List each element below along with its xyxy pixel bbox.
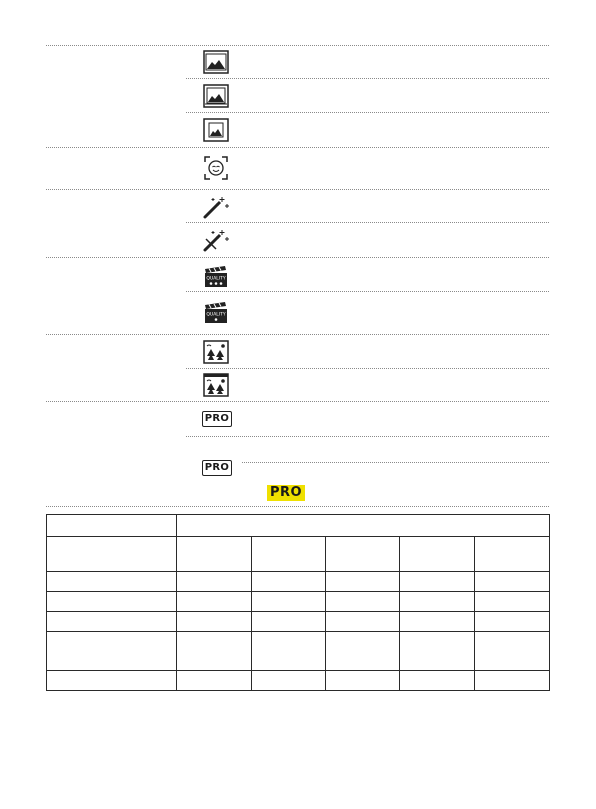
table-cell [47,612,177,632]
table-cell [177,572,252,592]
table-header-row [47,515,550,537]
table-cell [326,572,400,592]
item-divider [186,291,549,292]
section-divider [46,147,549,148]
pro-mode-icon [200,455,234,481]
pro-mode-icon [200,406,234,432]
table-row [47,632,550,671]
movie-quality-standard-icon [201,299,231,325]
spec-table [46,514,550,691]
table-cell [400,632,475,671]
table-cell [252,572,326,592]
scene-landscape-dark-icon [201,372,231,398]
magic-wand-off-icon [201,227,231,253]
table-cell [400,592,475,612]
pro-highlight-badge: PRO [267,485,305,501]
table-cell [326,671,400,691]
picture-wide-icon [201,49,231,75]
item-divider [186,112,549,113]
section-divider [46,189,549,190]
item-divider [186,78,549,79]
table-cell [47,592,177,612]
table-row [47,612,550,632]
movie-quality-high-icon [201,263,231,289]
table-cell [47,632,177,671]
table-row [47,537,550,572]
table-cell [252,632,326,671]
table-cell [177,592,252,612]
section-divider [46,257,549,258]
section-divider [46,401,549,402]
item-divider [186,222,549,223]
item-divider [186,436,549,437]
face-detection-icon [201,155,231,181]
pro-icon-label: PRO [202,411,232,427]
table-cell [400,572,475,592]
table-cell [177,671,252,691]
table-cell [400,671,475,691]
picture-small-icon [201,117,231,143]
table-cell [326,537,400,572]
table-cell [252,537,326,572]
table-cell [252,671,326,691]
table-row [47,572,550,592]
table-cell [326,612,400,632]
sub-item-divider [242,462,549,463]
table-cell [326,632,400,671]
table-cell [326,592,400,612]
svg-text:QUALITY: QUALITY [206,312,226,318]
pro-icon-label: PRO [202,460,232,476]
section-divider [46,45,549,46]
svg-text:QUALITY: QUALITY [206,276,226,282]
table-cell [475,537,550,572]
table-cell [252,592,326,612]
table-cell [177,537,252,572]
table-cell [475,612,550,632]
table-row [47,671,550,691]
table-row [47,592,550,612]
scene-landscape-icon [201,339,231,365]
item-divider [186,368,549,369]
table-cell [177,612,252,632]
picture-normal-icon [201,83,231,109]
table-cell [47,537,177,572]
magic-wand-icon [201,194,231,220]
section-divider [46,334,549,335]
table-cell [47,671,177,691]
table-cell [400,612,475,632]
section-divider [46,506,549,507]
table-cell [400,537,475,572]
table-cell [475,592,550,612]
table-cell [47,572,177,592]
table-cell [177,632,252,671]
table-cell [475,671,550,691]
table-cell [475,632,550,671]
table-header-cell [47,515,177,537]
table-cell [252,612,326,632]
table-cell [475,572,550,592]
table-header-cell [177,515,550,537]
